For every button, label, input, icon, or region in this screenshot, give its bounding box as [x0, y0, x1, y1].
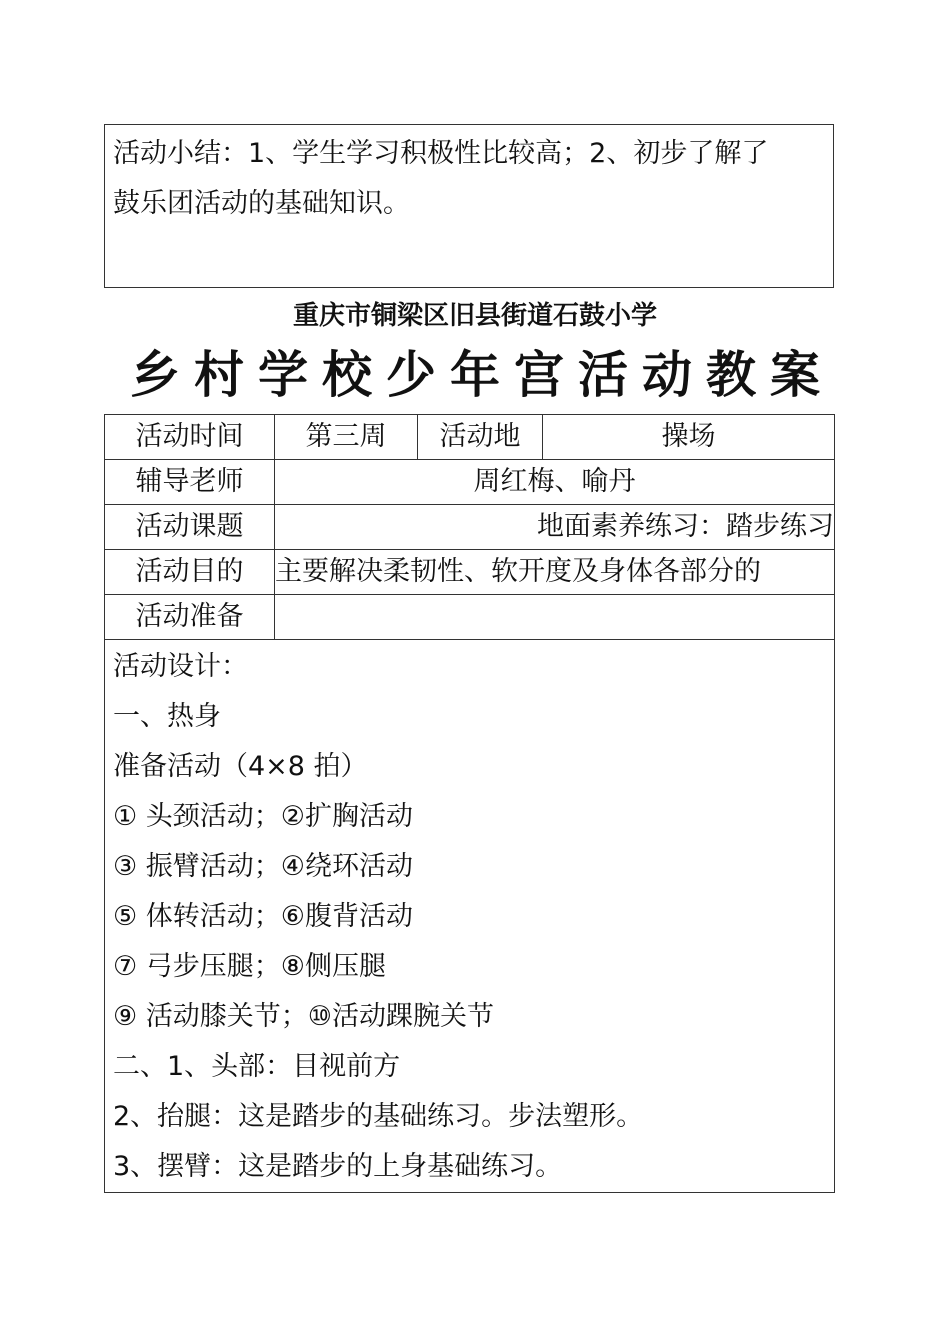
goal-label: 活动目的 — [105, 550, 275, 595]
table-row — [105, 595, 835, 640]
design-line: 准备活动（4×8 拍） — [113, 751, 368, 782]
design-line: ① 头颈活动；②扩胸活动 — [113, 801, 413, 832]
goal-value: 主要解决柔韧性、软开度及身体各部分的 — [275, 550, 835, 595]
topic-label: 活动课题 — [105, 505, 275, 550]
school-name: 重庆市铜梁区旧县街道石鼓小学 — [292, 301, 657, 331]
table-row — [105, 460, 835, 505]
activity-summary-box — [104, 124, 834, 288]
time-value: 第三周 — [275, 415, 418, 460]
topic-value: 地面素养练习：踏步练习 — [275, 505, 835, 550]
activity-design-cell — [105, 640, 835, 1193]
prep-label: 活动准备 — [105, 595, 275, 640]
design-line: 3、摆臂：这是踏步的上身基础练习。 — [113, 1151, 563, 1182]
place-value: 操场 — [543, 415, 835, 460]
design-line: ⑨ 活动膝关节；⑩活动踝腕关节 — [113, 1001, 494, 1032]
table-row — [105, 415, 835, 460]
document-title: 乡村学校少年宫活动教案 — [130, 345, 834, 404]
table-row — [105, 505, 835, 550]
design-line: 一、热身 — [113, 701, 221, 732]
place-label: 活动地 — [418, 415, 543, 460]
design-line: 2、抬腿：这是踏步的基础练习。步法塑形。 — [113, 1101, 644, 1132]
lesson-plan-table — [104, 414, 835, 1193]
design-line: 活动设计： — [113, 651, 248, 682]
design-line: ⑤ 体转活动；⑥腹背活动 — [113, 901, 413, 932]
design-line: 二、1、头部：目视前方 — [113, 1051, 401, 1082]
table-row — [105, 550, 835, 595]
teacher-value: 周红梅、喻丹 — [275, 460, 835, 505]
design-line: ⑦ 弓步压腿；⑧侧压腿 — [113, 951, 386, 982]
design-line: ③ 振臂活动；④绕环活动 — [113, 851, 413, 882]
teacher-label: 辅导老师 — [105, 460, 275, 505]
table-row — [105, 640, 835, 1193]
summary-line: 活动小结：1、学生学习积极性比较高；2、初步了解了 — [113, 138, 769, 169]
summary-line: 鼓乐团活动的基础知识。 — [113, 188, 410, 219]
time-label: 活动时间 — [105, 415, 275, 460]
prep-value — [275, 595, 835, 640]
